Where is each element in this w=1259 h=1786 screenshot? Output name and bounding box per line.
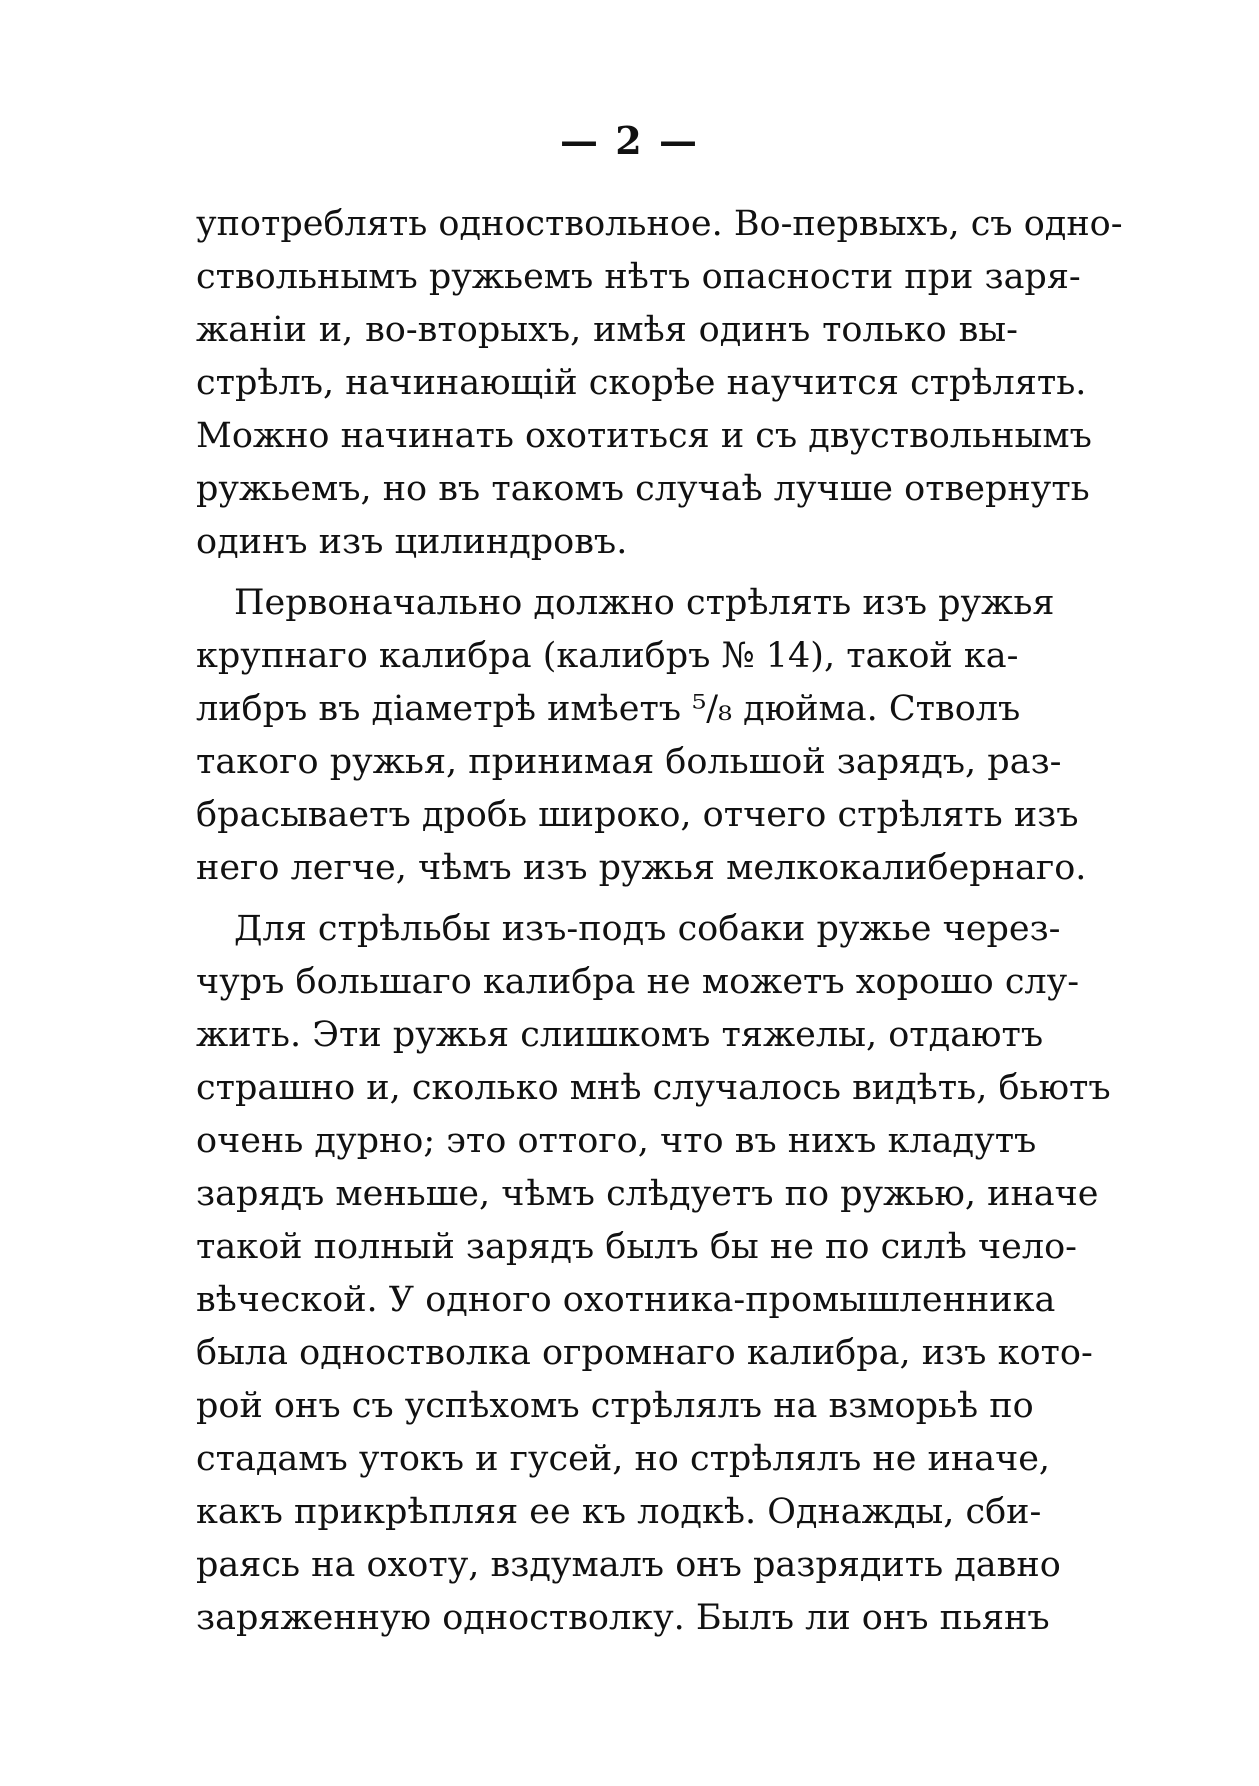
text-line: раясь на охоту, вздумалъ онъ разрядить давно	[196, 1545, 1061, 1585]
text-line: чуръ большаго калибра не можетъ хорошо слу-	[196, 962, 1080, 1002]
text-line: страшно и, сколько мнѣ случалось видѣть, бьютъ	[196, 1068, 1111, 1108]
text-line: Для стрѣльбы изъ-подъ собаки ружье через-	[234, 909, 1061, 949]
text-line: стадамъ утокъ и гусей, но стрѣлялъ не иначе,	[196, 1439, 1051, 1479]
text-line: рой онъ съ успѣхомъ стрѣлялъ на взморьѣ по	[196, 1386, 1034, 1426]
text-line: заряженную одностволку. Былъ ли онъ пьянъ	[196, 1598, 1050, 1638]
text-line: одинъ изъ цилиндровъ.	[196, 522, 628, 562]
text-line: него легче, чѣмъ изъ ружья мелкокалибернаго.	[196, 848, 1087, 888]
text-line: была одностволка огромнаго калибра, изъ кото-	[196, 1333, 1093, 1373]
text-line: брасываетъ дробь широко, отчего стрѣлять изъ	[196, 795, 1079, 835]
text-line: такой полный зарядъ былъ бы не по силѣ чело-	[196, 1227, 1077, 1267]
text-line: жаніи и, во-вторыхъ, имѣя одинъ только вы-	[196, 310, 1018, 350]
text-line: такого ружья, принимая большой зарядъ, раз-	[196, 742, 1062, 782]
text-line: Можно начинать охотиться и съ двуствольнымъ	[196, 416, 1092, 456]
text-line: очень дурно; это оттого, что въ нихъ кладутъ	[196, 1121, 1037, 1161]
text-line: зарядъ меньше, чѣмъ слѣдуетъ по ружью, иначе	[196, 1174, 1099, 1214]
body-text	[196, 198, 1123, 1645]
text-line: употреблять одноствольное. Во-первыхъ, съ одно-	[196, 204, 1123, 244]
text-line: жить. Эти ружья слишкомъ тяжелы, отдаютъ	[196, 1015, 1044, 1055]
text-line: ствольнымъ ружьемъ нѣтъ опасности при заря-	[196, 257, 1081, 297]
text-line: ружьемъ, но въ такомъ случаѣ лучше отвернуть	[196, 469, 1090, 509]
text-line: стрѣлъ, начинающій скорѣе научится стрѣлять.	[196, 363, 1087, 403]
text-line: Первоначально должно стрѣлять изъ ружья	[234, 583, 1055, 623]
text-line: крупнаго калибра (калибръ № 14), такой ка-	[196, 636, 1019, 676]
text-line: какъ прикрѣпляя ее къ лодкѣ. Однажды, сби-	[196, 1492, 1042, 1532]
text-line: вѣческой. У одного охотника-промышленника	[196, 1280, 1056, 1320]
text-line: либръ въ діаметрѣ имѣетъ ⁵/₈ дюйма. Стволъ	[196, 689, 1021, 729]
page-number: — 2 —	[560, 118, 699, 163]
